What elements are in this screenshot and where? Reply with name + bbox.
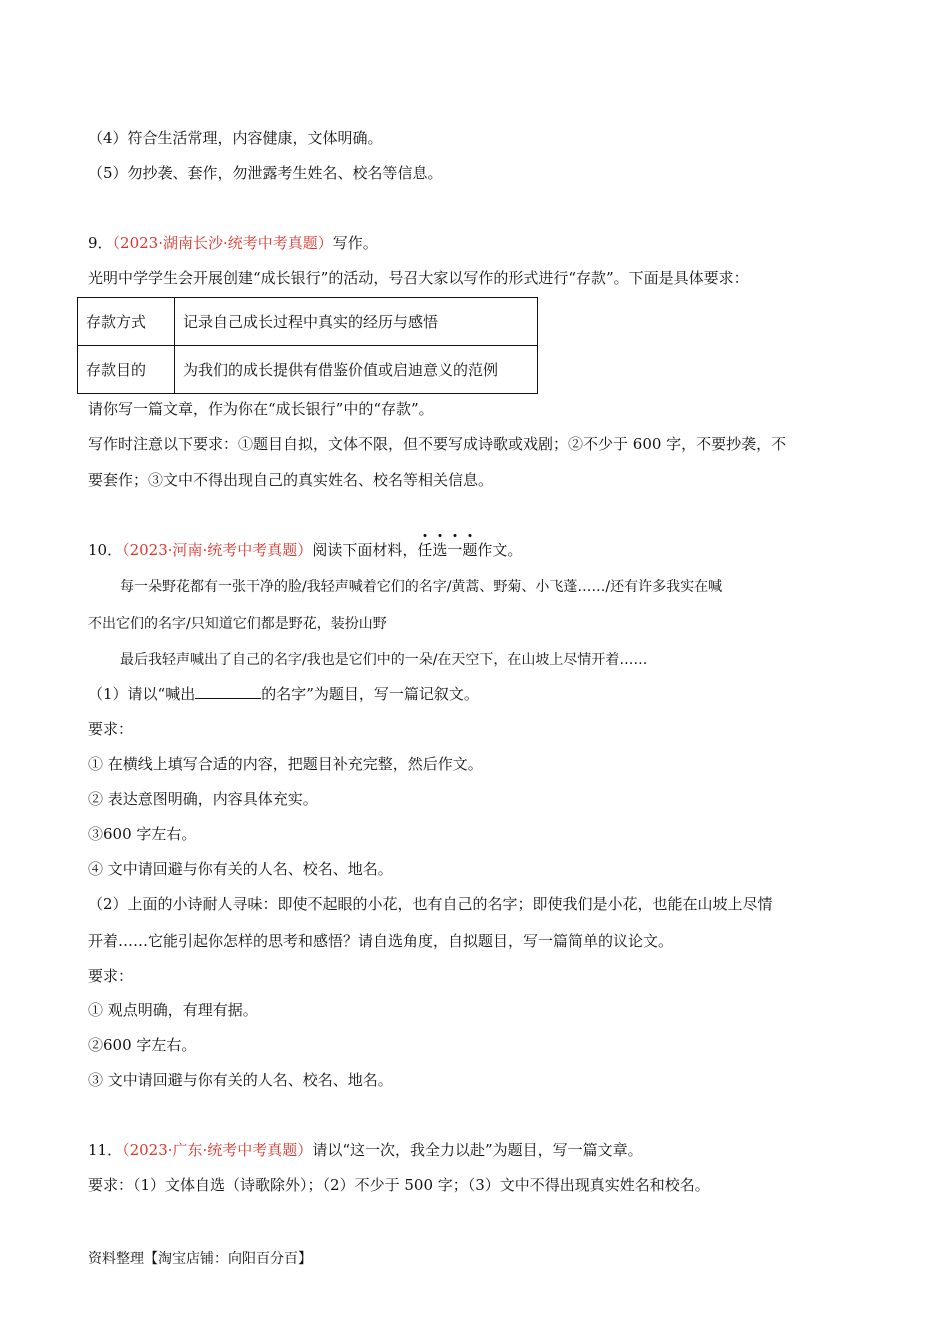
question-9-notes-line-1: 写作时注意以下要求：①题目自拟，文体不限，但不要写成诗歌或戏剧；②不少于 600 字，不要抄袭，不 [88,435,787,453]
prompt-2-req: ① 观点明确，有理有据。 [88,1001,258,1019]
requirement-4: （4）符合生活常理，内容健康，文体明确。 [88,129,383,147]
emphasis-char: 题 [462,541,477,559]
title-blank [195,684,261,699]
question-number: 10． [88,541,123,559]
question-9-header [88,233,378,253]
emphasis-char: 选 [432,541,447,559]
question-9-notes-line-2: 要套作；③文中不得出现自己的真实姓名、校名等相关信息。 [88,471,494,489]
question-label: 作文。 [477,541,523,559]
emphasis-char: 任 [417,541,432,559]
question-number: 11． [88,1141,123,1159]
question-9-task: 请你写一篇文章，作为你在“成长银行”中的“存款”。 [88,400,434,418]
prompt-2-line-2: 开着……它能引起你怎样的思考和感悟？请自选角度，自拟题目，写一篇简单的议论文。 [88,932,674,950]
prompt-1-req: ② 表达意图明确，内容具体充实。 [88,790,318,808]
table-row [78,346,538,394]
poem-line-2: 不出它们的名字/只知道它们都是野花，装扮山野 [88,616,387,632]
poem-line-3: 最后我轻声喊出了自己的名字/我也是它们中的一朵/在天空下，在山坡上尽情开着…… [120,652,648,668]
prompt-2-req: ②600 字左右。 [88,1036,197,1054]
table-cell-value: 记录自己成长过程中真实的经历与感悟 [175,298,538,346]
table-cell-key: 存款目的 [78,346,175,394]
table-cell-key: 存款方式 [78,298,175,346]
question-label: 写作。 [332,234,378,252]
table-row [78,298,538,346]
emphasis-char: 一 [447,541,462,559]
question-10-header [88,540,522,560]
prompt-1-req: ① 在横线上填写合适的内容，把题目补充完整，然后作文。 [88,755,483,773]
prompt-2-req: ③ 文中请回避与你有关的人名、校名、地名。 [88,1071,393,1089]
requirements-label: 要求： [88,720,134,738]
question-source: （2023·湖南长沙·统考中考真题） [112,234,333,252]
requirements-label: 要求： [88,967,134,985]
deposit-requirements-table [77,297,538,394]
question-11-requirements: 要求：（1）文体自选（诗歌除外）；（2）不少于 500 字；（3）文中不得出现真实姓名和校名。 [88,1176,710,1194]
question-number: 9． [88,234,113,252]
requirement-5: （5）勿抄袭、套作，勿泄露考生姓名、校名等信息。 [88,164,443,182]
prompt-1-req: ③600 字左右。 [88,825,197,843]
question-source: （2023·河南·统考中考真题） [122,541,313,559]
page-footer: 资料整理【淘宝店铺：向阳百分百】 [88,1251,312,1267]
prompt-2-line-1: （2）上面的小诗耐人寻味：即使不起眼的小花，也有自己的名字；即使我们是小花，也能在山坡上尽情 [88,895,773,913]
table-cell-value: 为我们的成长提供有借鉴价值或启迪意义的范例 [175,346,538,394]
question-label: 阅读下面材料， [312,541,418,559]
poem-line-1: 每一朵野花都有一张干净的脸/我轻声喊着它们的名字/黄蒿、野菊、小飞蓬……/还有许多我实在喊 [120,579,723,595]
prompt-1-req: ④ 文中请回避与你有关的人名、校名、地名。 [88,860,393,878]
question-11-header [88,1140,643,1160]
prompt-1: （1）请以“喊出 的名字”为题目，写一篇记叙文。 [88,685,479,703]
question-label: 请以“这一次，我全力以赴”为题目，写一篇文章。 [312,1141,643,1159]
question-source: （2023·广东·统考中考真题） [122,1141,313,1159]
question-9-intro: 光明中学学生会开展创建“成长银行”的活动，号召大家以写作的形式进行“存款”。下面是具体要求： [88,269,749,287]
